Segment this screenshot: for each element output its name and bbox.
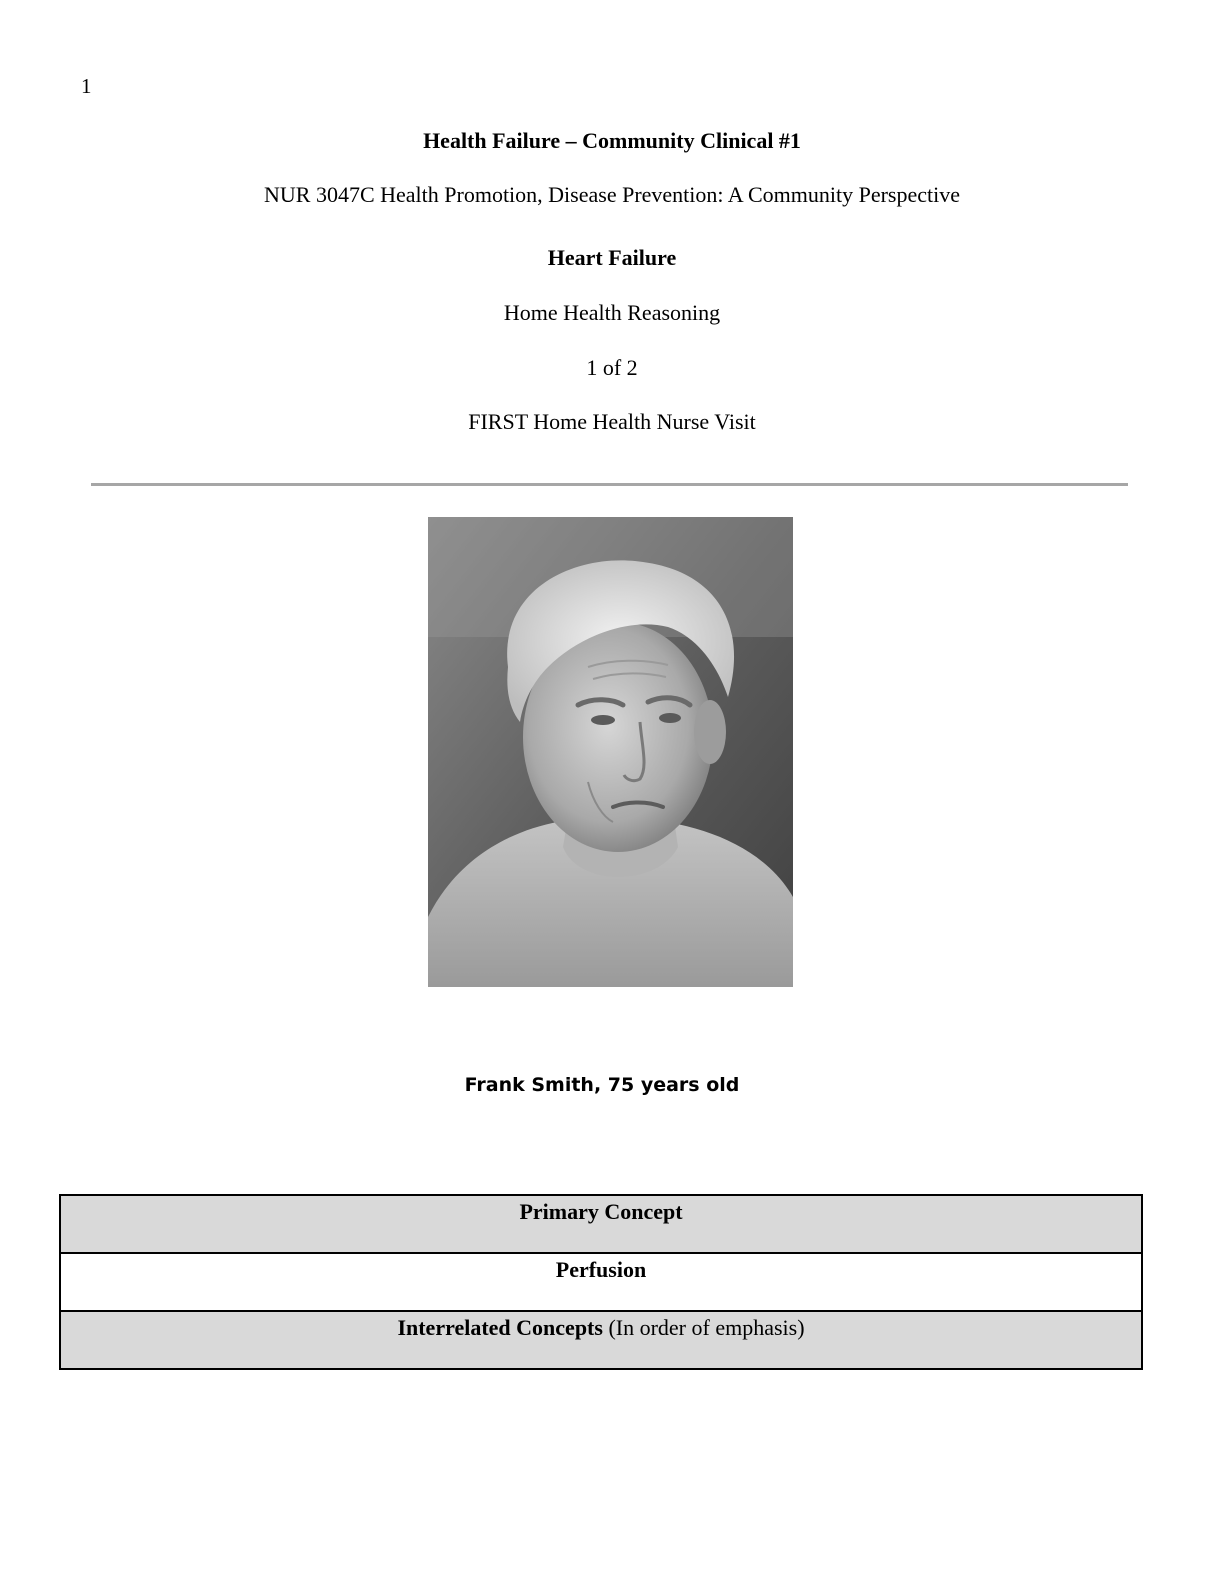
horizontal-divider — [91, 483, 1128, 486]
portrait-caption: Frank Smith, 75 years old — [464, 1074, 740, 1096]
topic-heading: Heart Failure — [547, 245, 677, 270]
primary-concept-value: Perfusion — [60, 1253, 1142, 1311]
table-row — [60, 1311, 1142, 1369]
primary-concept-header: Primary Concept — [60, 1195, 1142, 1253]
interrelated-concepts-header — [60, 1311, 1142, 1369]
subtitle: Home Health Reasoning — [503, 300, 721, 325]
patient-portrait — [428, 517, 793, 987]
course-name: NUR 3047C Health Promotion, Disease Prevention: A Community Perspective — [264, 182, 960, 207]
concept-table — [59, 1194, 1143, 1370]
part-indicator: 1 of 2 — [586, 355, 638, 380]
interrelated-concepts-note: (In order of emphasis) — [608, 1315, 805, 1340]
document-title: Health Failure – Community Clinical #1 — [423, 128, 801, 153]
page-number: 1 — [81, 74, 92, 98]
table-row — [60, 1253, 1142, 1311]
table-row — [60, 1195, 1142, 1253]
interrelated-concepts-label: Interrelated Concepts — [397, 1315, 603, 1340]
visit-label: FIRST Home Health Nurse Visit — [468, 409, 756, 434]
